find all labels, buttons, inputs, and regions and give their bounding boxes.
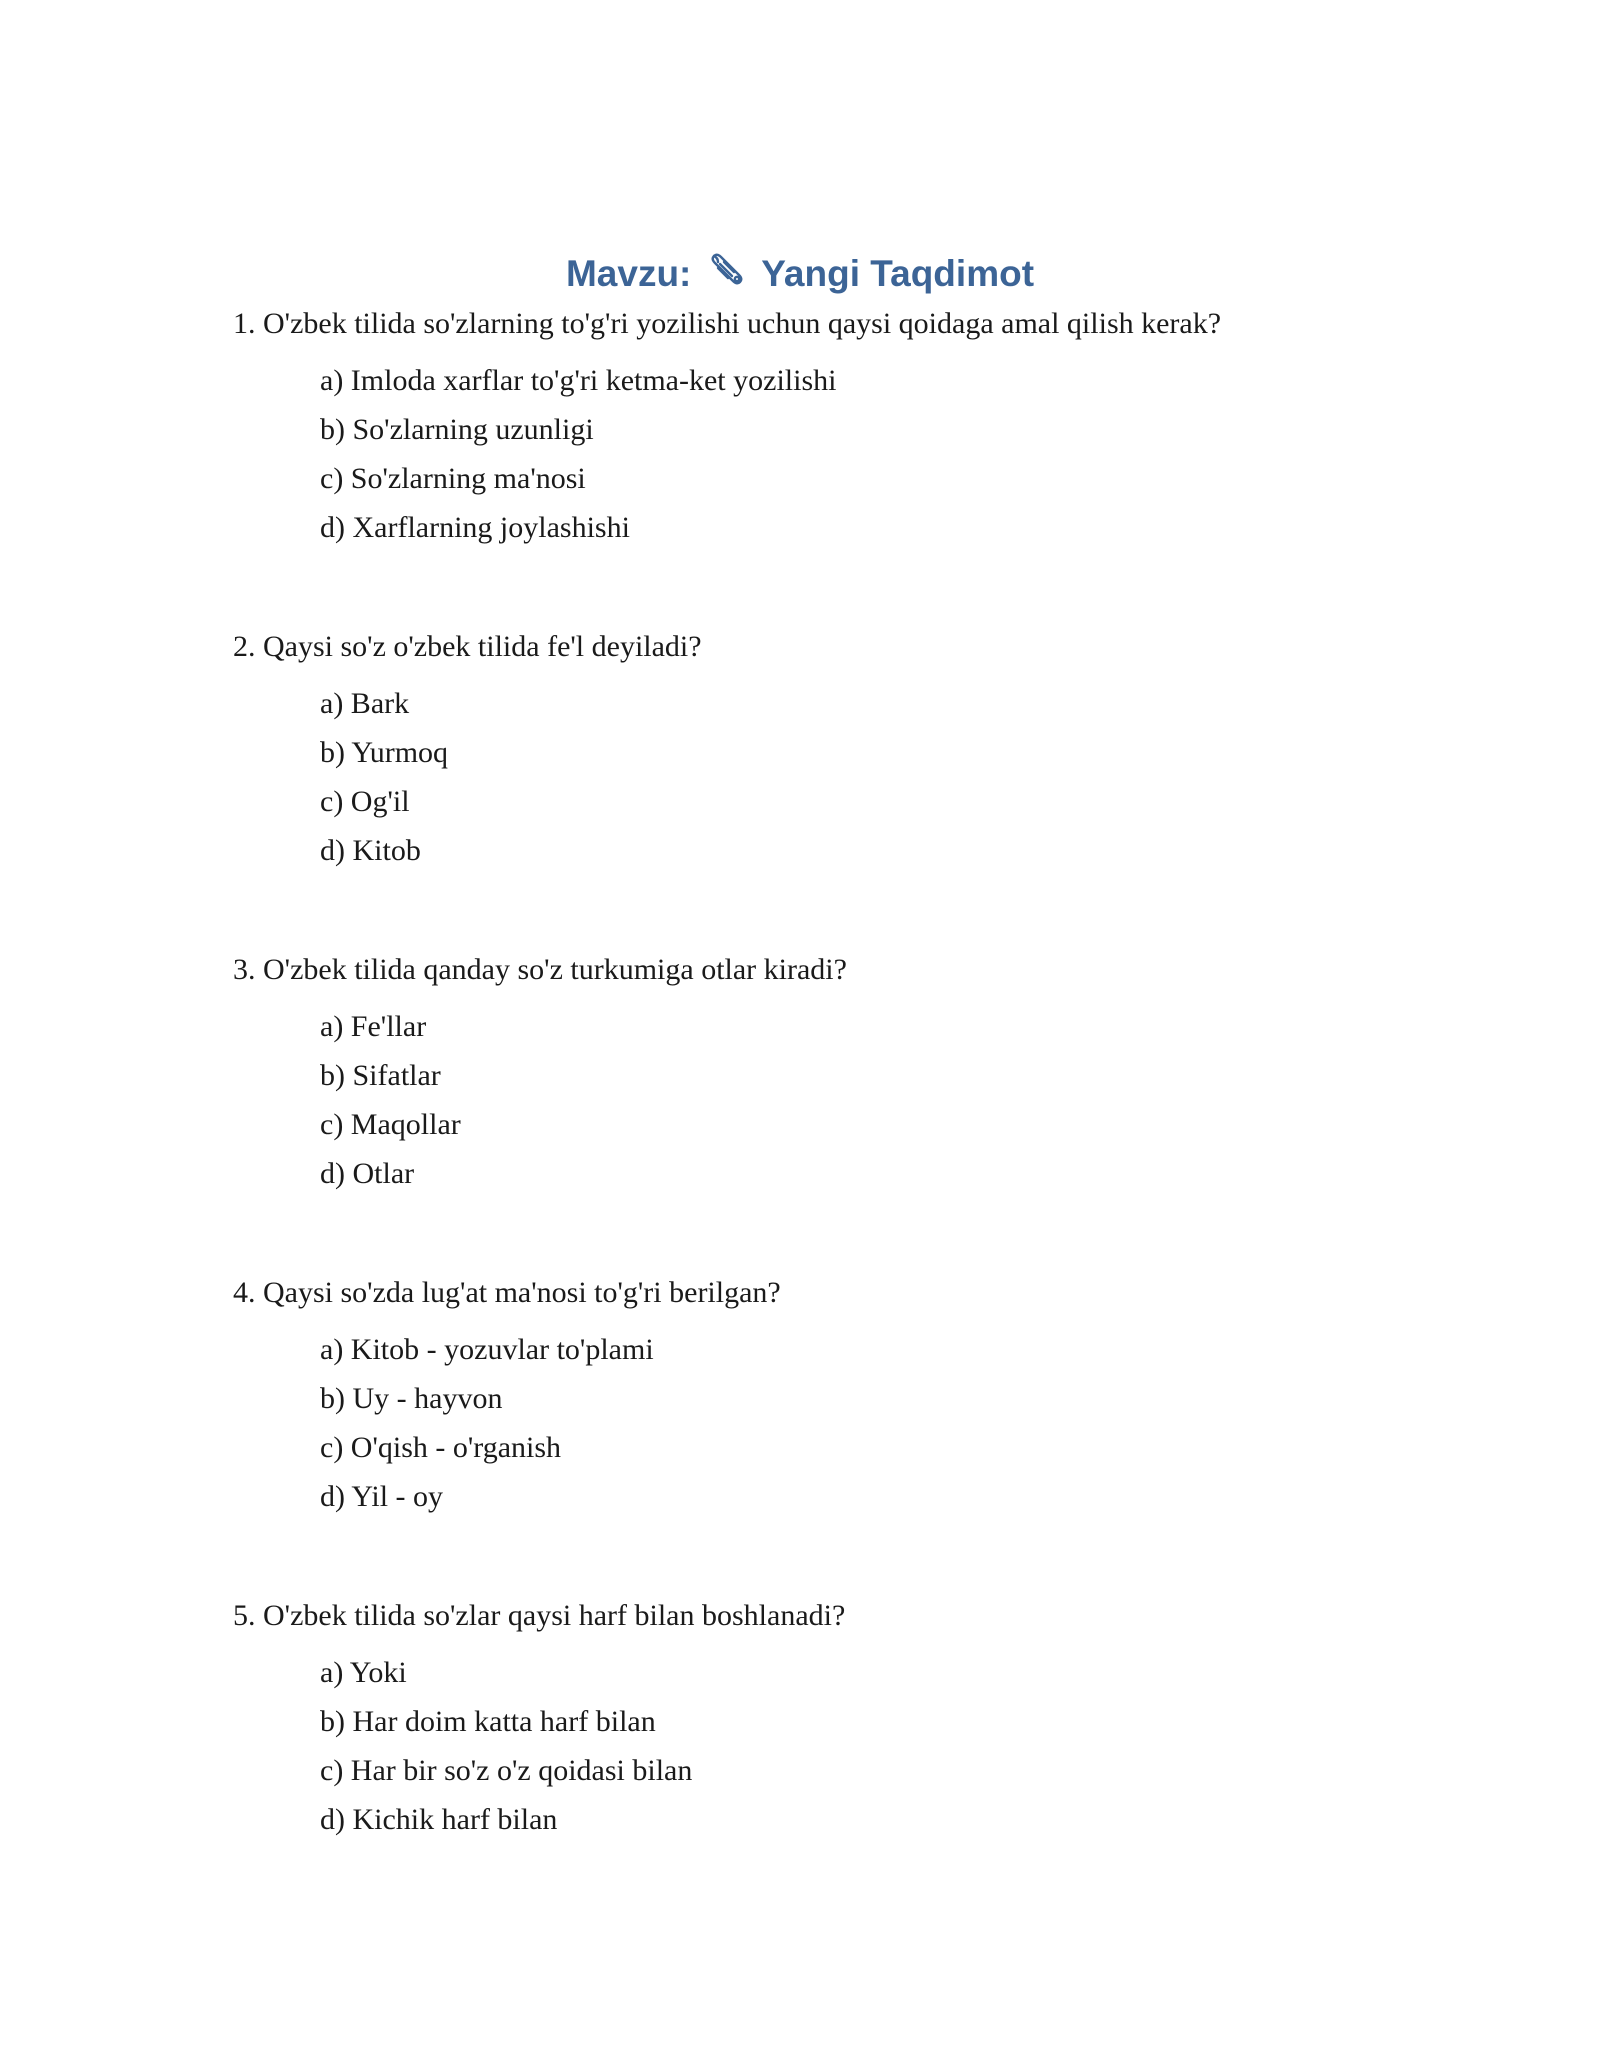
question-3-option-b: b) Sifatlar [320, 1059, 441, 1092]
question-5-option-a: a) Yoki [320, 1656, 407, 1689]
question-1-option-d: d) Xarflarning joylashishi [320, 511, 630, 544]
question-2-option-a: a) Bark [320, 687, 410, 720]
page-title [0, 246, 1600, 302]
question-4: 4. Qaysi so'zda lug'at ma'nosi to'g'ri berilgan? [233, 1276, 781, 1309]
question-4-option-a: a) Kitob - yozuvlar to'plami [320, 1333, 654, 1366]
scroll-icon [706, 252, 746, 292]
question-2-option-c: c) Og'il [320, 785, 410, 818]
question-5: 5. O'zbek tilida so'zlar qaysi harf bilan boshlanadi? [233, 1599, 846, 1632]
question-1-option-b: b) So'zlarning uzunligi [320, 413, 594, 446]
question-5-option-d: d) Kichik harf bilan [320, 1803, 558, 1836]
question-3-option-a: a) Fe'llar [320, 1010, 427, 1043]
question-1: 1. O'zbek tilida so'zlarning to'g'ri yozilishi uchun qaysi qoidaga amal qilish kerak? [233, 307, 1222, 340]
title-prefix: Mavzu: [565, 253, 692, 294]
question-5-option-c: c) Har bir so'z o'z qoidasi bilan [320, 1754, 693, 1787]
question-4-option-b: b) Uy - hayvon [320, 1382, 503, 1415]
question-4-option-c: c) O'qish - o'rganish [320, 1431, 562, 1464]
question-2-option-b: b) Yurmoq [320, 736, 449, 769]
question-3: 3. O'zbek tilida qanday so'z turkumiga otlar kiradi? [233, 953, 847, 986]
question-4-option-d: d) Yil - oy [320, 1480, 444, 1513]
question-2: 2. Qaysi so'z o'zbek tilida fe'l deyiladi? [233, 630, 702, 663]
question-3-option-c: c) Maqollar [320, 1108, 461, 1141]
title-text: Yangi Taqdimot [761, 253, 1035, 294]
question-2-option-d: d) Kitob [320, 834, 421, 867]
question-3-option-d: d) Otlar [320, 1157, 415, 1190]
question-1-option-c: c) So'zlarning ma'nosi [320, 462, 586, 495]
question-1-option-a: a) Imloda xarflar to'g'ri ketma-ket yozilishi [320, 364, 837, 397]
question-5-option-b: b) Har doim katta harf bilan [320, 1705, 656, 1738]
